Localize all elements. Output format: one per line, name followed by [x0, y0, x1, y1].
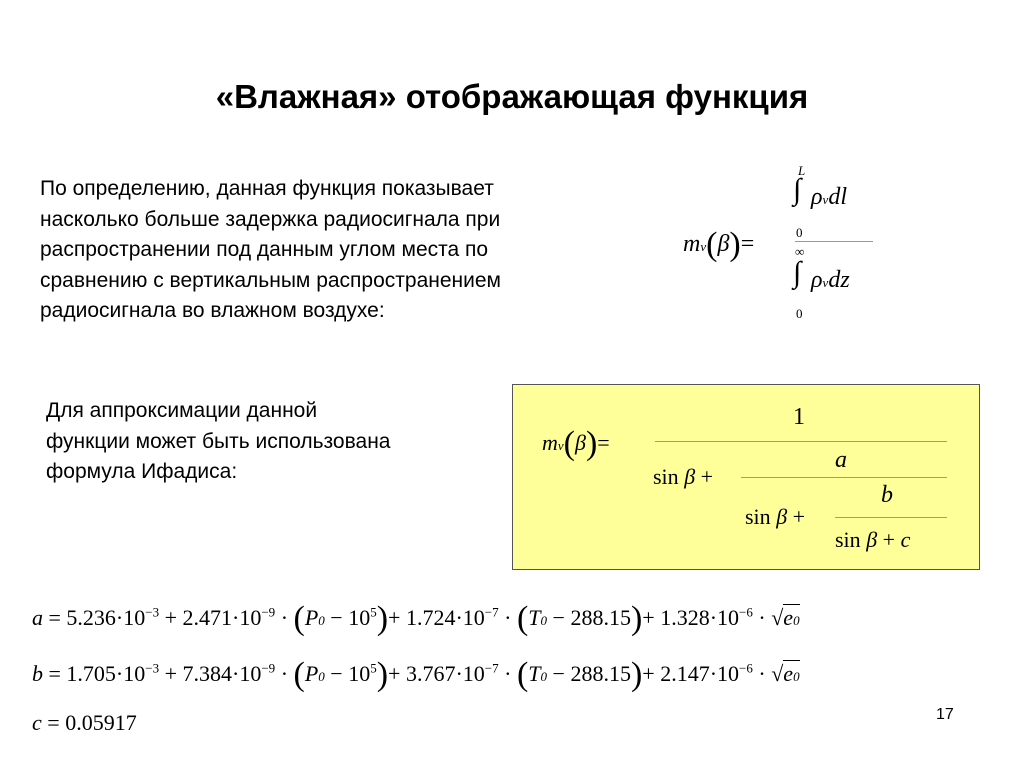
denominator-integrand: ρvdz	[811, 267, 850, 293]
fraction-bar	[741, 477, 947, 478]
sin-beta-c-term: sin β + c	[835, 527, 911, 552]
numerator-integrand: ρvdl	[811, 184, 847, 210]
slide-title: «Влажная» отображающая функция	[215, 78, 809, 115]
coefficient-a-equation: $a = 5.236\cdot 10^{-3} + 2.471\cdot 10^{-9} \cdot (P0 - 10^5)+ 1.724\cdot 10^{-7} \cdot (T0 - 288.15)+ 1.328\cdot 10^{-6} \cdot √e0$	[32, 600, 800, 637]
approx-line: Для аппроксимации данной	[46, 399, 318, 422]
integral-sign: ∫	[793, 173, 802, 206]
fraction-bar	[835, 517, 947, 518]
fraction-bar	[795, 241, 873, 242]
integral-lower-limit: 0	[796, 225, 803, 240]
integral-sign: ∫	[793, 256, 802, 289]
integral-upper-limit: L	[798, 163, 806, 178]
integral-lower-limit: 0	[796, 306, 803, 321]
ifadis-b: b	[881, 482, 893, 508]
ifadis-a: a	[835, 447, 847, 473]
sin-beta-term: sin β +	[745, 504, 806, 529]
page-number: 17	[936, 706, 954, 723]
definition-line: распространении под данным углом места по	[40, 238, 489, 262]
sin-beta-term: sin β +	[653, 464, 714, 489]
approx-line: формула Ифадиса:	[46, 460, 238, 484]
approx-line: функции может быть использована	[46, 429, 391, 453]
formula-lhs: mv(β)=	[683, 226, 755, 263]
ifadis-lhs: mv(β)=	[542, 425, 610, 462]
ifadis-numerator: 1	[793, 404, 805, 430]
definition-line: радиосигнала во влажном воздухе:	[40, 299, 385, 323]
definition-line: По определению, данная функция показывает	[40, 177, 494, 200]
coefficient-c-equation: c = 0.05917	[32, 710, 137, 735]
fraction-bar	[655, 441, 947, 442]
approximation-text	[46, 396, 391, 488]
definition-line: насколько больше задержка радиосигнала при	[40, 207, 501, 231]
definition-text	[40, 174, 501, 327]
integral-upper-limit: ∞	[795, 244, 805, 259]
coefficient-b-equation: $b = 1.705\cdot 10^{-3} + 7.384\cdot 10^{-9} \cdot (P0 - 10^5)+ 3.767\cdot 10^{-7} \cdot (T0 - 288.15)+ 2.147\cdot 10^{-6} \cdot √e0$	[32, 656, 800, 693]
ifadis-formula-box	[512, 384, 980, 570]
definition-line: сравнению с вертикальным распространением	[40, 268, 501, 292]
